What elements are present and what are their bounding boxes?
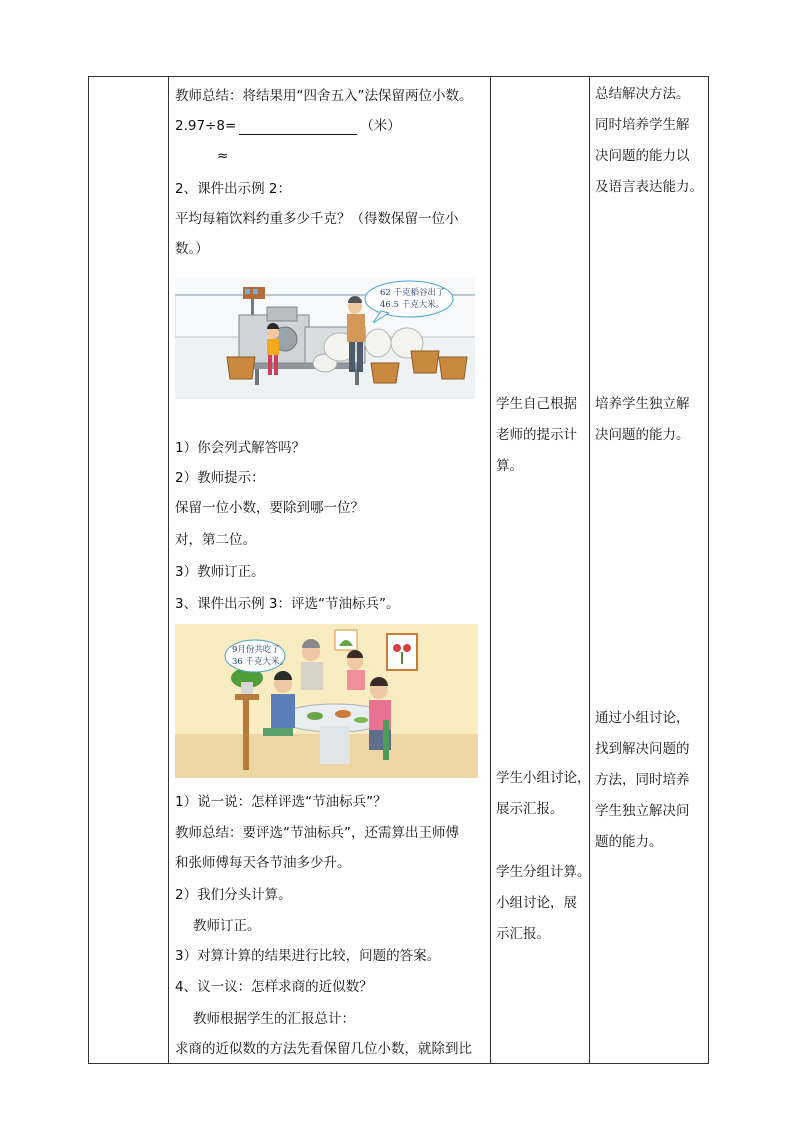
student-activity-1 xyxy=(496,389,604,482)
correct-text: 教师订正。 xyxy=(193,918,261,934)
compare-text: 3）对算计算的结果进行比较，问题的答案。 xyxy=(175,948,441,964)
bubble2-line-2: 36 千克大米。 xyxy=(232,657,289,667)
summary2-text: 教师总结：要评选“节油标兵”，还需算出王师傅 xyxy=(175,825,459,841)
goal-3 xyxy=(595,703,703,858)
method-text: 求商的近似数的方法先看保留几位小数，就除到比 xyxy=(175,1041,472,1057)
student-line: 展示汇报。 xyxy=(496,801,564,817)
summary-text: 教师总结：将结果用“四舍五入”法保留两位小数。 xyxy=(175,88,473,104)
goal-line: 决问题的能力。 xyxy=(595,427,690,443)
student-line: 示汇报。 xyxy=(496,926,550,942)
goal-line: 总结解决方法。 xyxy=(595,86,690,102)
example2-title: 2、课件出示例 2： xyxy=(175,181,291,197)
goal-line: 题的能力。 xyxy=(595,834,663,850)
student-activity-column xyxy=(491,77,590,1064)
goal-line: 决问题的能力以 xyxy=(595,148,690,164)
equation-line xyxy=(175,117,401,135)
goal-line: 找到解决问题的 xyxy=(595,741,690,757)
student-line: 老师的提示计 xyxy=(496,427,577,443)
hint-question: 保留一位小数，要除到哪一位？ xyxy=(175,500,364,516)
family-dinner-illustration xyxy=(175,624,478,782)
equation-unit: （米） xyxy=(360,118,401,134)
stage-column xyxy=(89,77,169,1064)
goal-line: 同时培养学生解 xyxy=(595,117,690,133)
example3-title: 3、课件出示例 3：评选“节油标兵”。 xyxy=(175,596,400,612)
goal-line: 学生独立解决问 xyxy=(595,803,690,819)
approx-symbol: ≈ xyxy=(217,148,229,164)
goal-line: 通过小组讨论， xyxy=(595,710,690,726)
calc-text: 2）我们分头计算。 xyxy=(175,887,292,903)
example2-question: 平均每箱饮料约重多少千克？（得数保留一位小 xyxy=(175,211,459,227)
equation-left: 2.97÷8= xyxy=(175,118,237,134)
student-activity-3 xyxy=(496,857,604,950)
design-intent-column xyxy=(590,77,709,1064)
bubble2-line-1: 9月份共吃了 xyxy=(232,645,280,655)
student-line: 学生自己根据 xyxy=(496,396,577,412)
student-line: 学生分组计算。 xyxy=(496,864,591,880)
bubble-line-2: 46.5 千克大米。 xyxy=(380,300,445,310)
teacher-summary-text: 教师根据学生的汇报总计： xyxy=(193,1011,355,1027)
lesson-table xyxy=(88,76,709,1064)
goal-1 xyxy=(595,79,703,203)
goal-line: 方法，同时培养 xyxy=(595,772,690,788)
goal-line: 及语言表达能力。 xyxy=(595,179,703,195)
summary2-text-cont: 和张师傅每天各节油多少升。 xyxy=(175,855,351,871)
hint-answer: 对，第二位。 xyxy=(175,532,256,548)
step3-text: 3）教师订正。 xyxy=(175,564,265,580)
step1-text: 1）你会列式解答吗？ xyxy=(175,440,306,456)
talk-text: 1）说一说：怎样评选“节油标兵”？ xyxy=(175,794,387,810)
example2-question-cont: 数。） xyxy=(175,241,209,257)
student-line: 算。 xyxy=(496,458,523,474)
bubble-line-1: 62 千克稻谷出了 xyxy=(380,288,445,298)
goal-2 xyxy=(595,389,703,451)
student-line: 小组讨论，展 xyxy=(496,895,577,911)
step2-text: 2）教师提示： xyxy=(175,470,265,486)
answer-blank xyxy=(239,120,357,135)
goal-line: 培养学生独立解 xyxy=(595,396,690,412)
discuss-text: 4、议一议：怎样求商的近似数？ xyxy=(175,979,373,995)
student-activity-2 xyxy=(496,763,604,825)
teacher-activity-column xyxy=(169,77,491,1064)
student-line: 学生小组讨论， xyxy=(496,770,591,786)
rice-mill-illustration xyxy=(175,277,475,403)
